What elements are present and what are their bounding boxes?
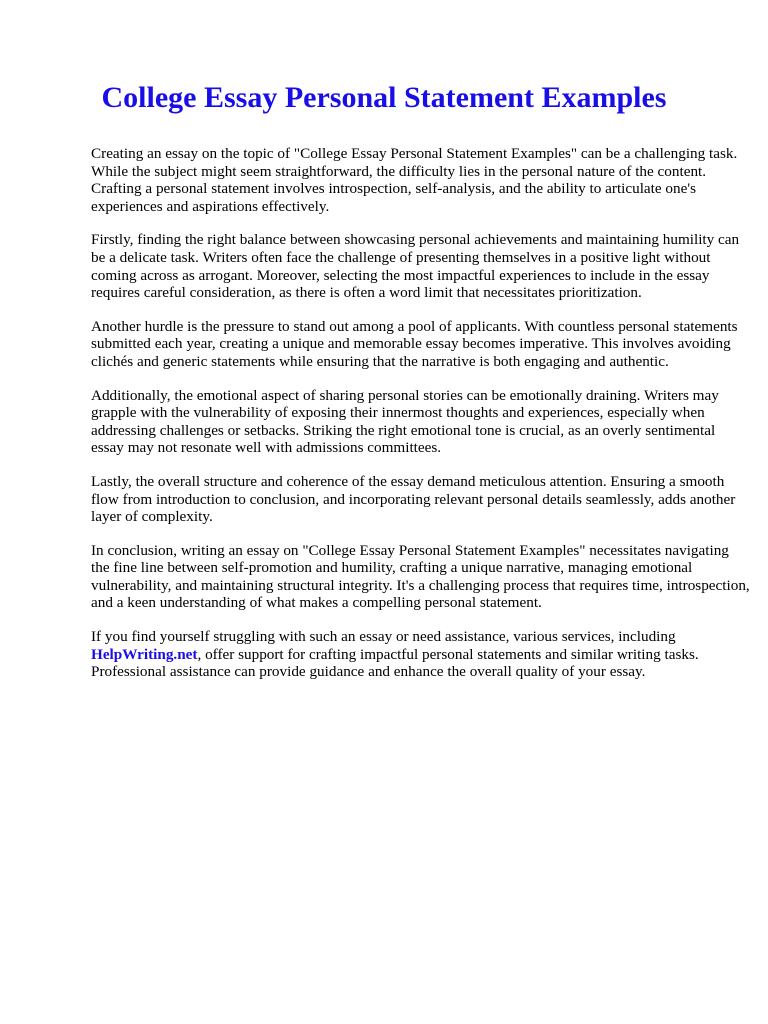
document-body	[91, 145, 751, 697]
paragraph-assistance	[91, 628, 751, 681]
paragraph-conclusion: In conclusion, writing an essay on "College Essay Personal Statement Examples" necessitates navigating the fine line between self-promotion and humility, crafting a unique narrative, managing emotional vulnerability, and maintaining structural integrity. It's a challenging process that requires time, introspection, and a keen understanding of what makes a compelling personal statement.	[91, 541, 750, 612]
assistance-text-after: , offer support for crafting impactful personal statements and similar writing tasks. Professional assistance can provide guidance and enhance the overall quality of your essay.	[91, 645, 699, 681]
paragraph-standing-out: Another hurdle is the pressure to stand out among a pool of applicants. With countless personal statements submitted each year, creating a unique and memorable essay becomes imperative. This involves avoiding clichés and generic statements while ensuring that the narrative is both engaging and authentic.	[91, 317, 738, 370]
paragraph-emotional: Additionally, the emotional aspect of sharing personal stories can be emotionally draining. Writers may grapple with the vulnerability of exposing their innermost thoughts and experiences, especially when addressing challenges or setbacks. Striking the right emotional tone is crucial, as an overly sentimental essay may not resonate well with admissions committees.	[91, 386, 719, 457]
paragraph-structure: Lastly, the overall structure and coherence of the essay demand meticulous attention. Ensuring a smooth flow from introduction to conclusion, and incorporating relevant personal details seamlessly, adds another layer of complexity.	[91, 472, 736, 526]
paragraph-intro: Creating an essay on the topic of "College Essay Personal Statement Examples" can be a challenging task. While the subject might seem straightforward, the difficulty lies in the personal nature of the content. Crafting a personal statement involves introspection, self-analysis, and the ability to articulate one's experiences and aspirations effectively.	[91, 145, 738, 215]
assistance-text-before: If you find yourself struggling with such an essay or need assistance, various services, including	[91, 628, 676, 646]
paragraph-balance: Firstly, finding the right balance between showcasing personal achievements and maintaining humility can be a delicate task. Writers often face the challenge of presenting themselves in a positive light without coming across as arrogant. Moreover, selecting the most impactful experiences to include in the essay requires careful consideration, as there is often a word limit that necessitates prioritization.	[91, 231, 740, 302]
page-title: College Essay Personal Statement Examples	[101, 81, 667, 114]
helpwriting-link[interactable]: HelpWriting.net	[91, 645, 198, 663]
